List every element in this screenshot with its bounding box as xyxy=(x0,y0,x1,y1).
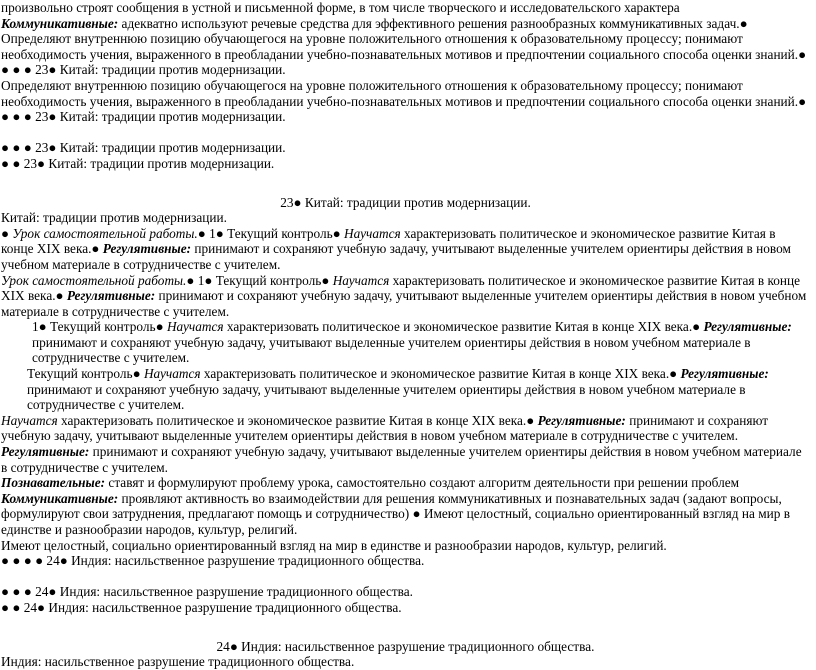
cognitive-text: ставят и формулируют проблему урока, самостоятельно создают алгоритм деятельности при решении проблем xyxy=(105,475,740,491)
control-type: Текущий контроль● xyxy=(27,366,144,382)
control-type: ● 1● Текущий контроль● xyxy=(197,225,345,241)
paragraph-3: Определяют внутреннюю позицию обучающегося на уровне положительного отношения к образовательному процессу; понимают необходимость учения, выраженного в преобладании учебно-познавательных мотивов и предпочтении социального способа оценки знаний.● ● ● ● 23● Китай: традиции против модернизации. xyxy=(1,77,807,125)
paragraph-14 xyxy=(1,475,810,491)
paragraph-8 xyxy=(1,226,810,273)
learn-label: Научатся xyxy=(143,366,201,382)
regulative-label: Регулятивные: xyxy=(703,319,792,335)
communicative-label: Коммуникативные: xyxy=(1,15,119,31)
paragraph-13 xyxy=(1,444,810,475)
regulative-text: принимают и сохраняют учебную задачу, учитывают выделенные учителем ориентиры действия в новом учебном материале в сотрудничестве с учителем. xyxy=(1,412,769,444)
regulative-text: принимают и сохраняют учебную задачу, учитывают выделенные учителем ориентиры действия в новом учебном материале в сотрудничестве с учителем. xyxy=(1,241,791,272)
paragraph-9 xyxy=(1,273,810,320)
communicative-text: проявляют активность во взаимодействии для решения коммуникативных и познавательных задач (задают вопросы, формулируют свои затруднения, предлагают помощь и сотрудничество) ● Имеют целостный, социально ориентированный взгляд на мир в единстве и разнообразии народов, культур, религий. xyxy=(1,490,790,537)
learn-label: Научатся xyxy=(166,319,224,335)
regulative-label: Регулятивные: xyxy=(537,412,626,428)
learn-label: Научатся xyxy=(332,272,390,288)
spacer xyxy=(1,616,810,639)
paragraph-15 xyxy=(1,491,810,538)
regulative-label: Регулятивные: xyxy=(680,366,769,382)
regulative-text: принимают и сохраняют учебную задачу, учитывают выделенные учителем ориентиры действия в новом учебном материале в сотрудничестве с учителем. xyxy=(32,334,751,366)
control-type: ● 1● Текущий контроль● xyxy=(186,272,333,288)
paragraph-5: ● ● 23● Китай: традиции против модернизации. xyxy=(1,155,275,171)
cognitive-label: Познавательные: xyxy=(1,475,106,491)
bullet: ● xyxy=(1,225,13,241)
paragraph-11 xyxy=(1,366,810,413)
paragraph-10 xyxy=(1,319,810,366)
learn-text: характеризовать политическое и экономическое развитие Китая в конце XIX века.● xyxy=(223,319,704,335)
lesson-type: Урок самостоятельной работы. xyxy=(1,272,187,288)
regulative-text: принимают и сохраняют учебную задачу, учитывают выделенные учителем ориентиры действия в новом учебном материале в сотрудничестве с учителем. xyxy=(27,381,746,413)
regulative-text: принимают и сохраняют учебную задачу, учитывают выделенные учителем ориентиры действия в новом учебном материале в сотрудничестве с учителем. xyxy=(1,288,807,319)
paragraph-21: Индия: насильственное разрушение традиционного общества. xyxy=(1,654,355,670)
paragraph-19: ● ● 24● Индия: насильственное разрушение традиционного общества. xyxy=(1,599,402,615)
regulative-label: Регулятивные: xyxy=(1,444,90,460)
paragraph-6: 23● Китай: традиции против модернизации. xyxy=(280,194,531,210)
learn-text: характеризовать политическое и экономическое развитие Китая в конце XIX века.● xyxy=(1,272,801,304)
paragraph-18: ● ● ● 24● Индия: насильственное разрушение традиционного общества. xyxy=(1,584,413,600)
spacer xyxy=(1,569,810,585)
paragraph-20: 24● Индия: насильственное разрушение традиционного общества. xyxy=(216,638,595,654)
learn-label: Научатся xyxy=(1,412,58,428)
lesson-type: Урок самостоятельной работы. xyxy=(12,225,198,241)
spacer xyxy=(1,172,810,195)
paragraph-4: ● ● ● 23● Китай: традиции против модернизации. xyxy=(1,140,286,156)
communicative-label: Коммуникативные: xyxy=(1,490,119,506)
paragraph-1: произвольно строят сообщения в устной и письменной форме, в том числе творческого и исследовательского характера xyxy=(1,0,680,15)
learn-label: Научатся xyxy=(344,225,401,241)
paragraph-12 xyxy=(1,413,810,444)
regulative-text: принимают и сохраняют учебную задачу, учитывают выделенные учителем ориентиры действия в новом учебном материале в сотрудничестве с учителем. xyxy=(1,444,802,475)
learn-text: характеризовать политическое и экономическое развитие Китая в конце XIX века.● xyxy=(1,225,776,257)
control-type: 1● Текущий контроль● xyxy=(32,319,167,335)
regulative-label: Регулятивные: xyxy=(102,241,192,257)
paragraph-2-text: адекватно используют речевые средства для эффективного решения разнообразных коммуникативных задач.● Определяют внутреннюю позицию обучающегося на уровне положительного отношения к образовательному процессу; понимают необходимость учения, выраженного в преобладании учебно-познавательных мотивов и предпочтении социального способа оценки знаний.● ● ● ● 23● Китай: традиции против модернизации. xyxy=(1,15,807,78)
paragraph-17: ● ● ● ● 24● Индия: насильственное разрушение традиционного общества. xyxy=(1,553,425,569)
learn-text: характеризовать политическое и экономическое развитие Китая в конце XIX века.● xyxy=(57,412,538,428)
learn-text: характеризовать политическое и экономическое развитие Китая в конце XIX века.● xyxy=(200,366,681,382)
paragraph-16: Имеют целостный, социально ориентированный взгляд на мир в единстве и разнообразии народов, культур, религий. xyxy=(1,537,667,553)
regulative-label: Регулятивные: xyxy=(66,288,156,304)
paragraph-2 xyxy=(1,16,810,78)
spacer xyxy=(1,125,810,141)
paragraph-7: Китай: традиции против модернизации. xyxy=(1,210,227,226)
